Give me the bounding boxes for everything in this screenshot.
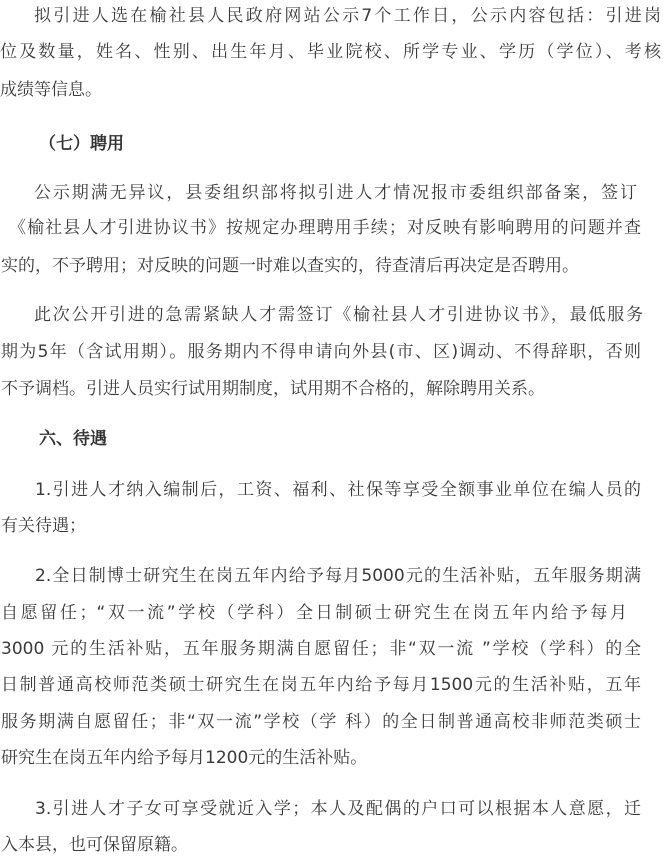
p5-line3: 3000 元的生活补贴，五年服务期满自愿留任；非“双一流 ”学校（学科）的全 — [1, 639, 641, 659]
p6-line1: 3.引进人才子女可享受就近入学；本人及配偶的户口可以根据本人意愿，迁 — [35, 799, 641, 819]
p6-line2: 入本县，也可保留原籍。 — [1, 835, 188, 855]
p2-line1: 公示期满无异议，县委组织部将拟引进人才情况报市委组织部备案，签订 — [34, 183, 637, 203]
p1-line3: 成绩等信息。 — [0, 80, 102, 100]
section-heading-hiring: （七）聘用 — [39, 134, 124, 154]
section-heading-benefits: 六、待遇 — [39, 429, 107, 449]
p3-line2: 期为5年（含试用期）。服务期内不得申请向外县(市、区)调动、不得辞职，否则 — [1, 342, 641, 362]
p2-line3: 实的，不予聘用；对反映的问题一时难以查实的，待查清后再决定是否聘用。 — [1, 256, 579, 276]
p3-line1: 此次公开引进的急需紧缺人才需签订《榆社县人才引进协议书》，最低服务 — [34, 305, 643, 325]
p2-line2: 《榆社县人才引进协议书》按规定办理聘用手续；对反映有影响聘用的问题并查 — [9, 218, 641, 238]
p1-line2: 位及数量，姓名、性别、出生年月、毕业院校、所学专业、学历（学位）、考核 — [0, 42, 661, 62]
p5-line6: 研究生在岗五年内给予每月1200元的生活补贴。 — [1, 748, 368, 768]
p5-line1: 2.全日制博士研究生在岗五年内给予每月5000元的生活补贴，五年服务期满 — [35, 566, 641, 586]
p4-line2: 有关待遇； — [1, 516, 86, 536]
p1-line1: 拟引进人选在榆社县人民政府网站公示7个工作日，公示内容包括：引进岗 — [34, 6, 661, 26]
p3-line3: 不予调档。引进人员实行试用期制度，试用期不合格的，解除聘用关系。 — [1, 379, 545, 399]
p4-line1: 1.引进人才纳入编制后，工资、福利、社保等享受全额事业单位在编人员的 — [35, 480, 641, 500]
p5-line2: 自愿留任；“双一流”学校（学科）全日制硕士研究生在岗五年内给予每月 — [1, 603, 627, 623]
p5-line5: 服务期满自愿留任；非“双一流”学校（学 科）的全日制普通高校非师范类硕士 — [1, 712, 641, 732]
p5-line4: 日制普通高校师范类硕士研究生在岗五年内给予每月1500元的生活补贴，五年 — [1, 675, 641, 695]
